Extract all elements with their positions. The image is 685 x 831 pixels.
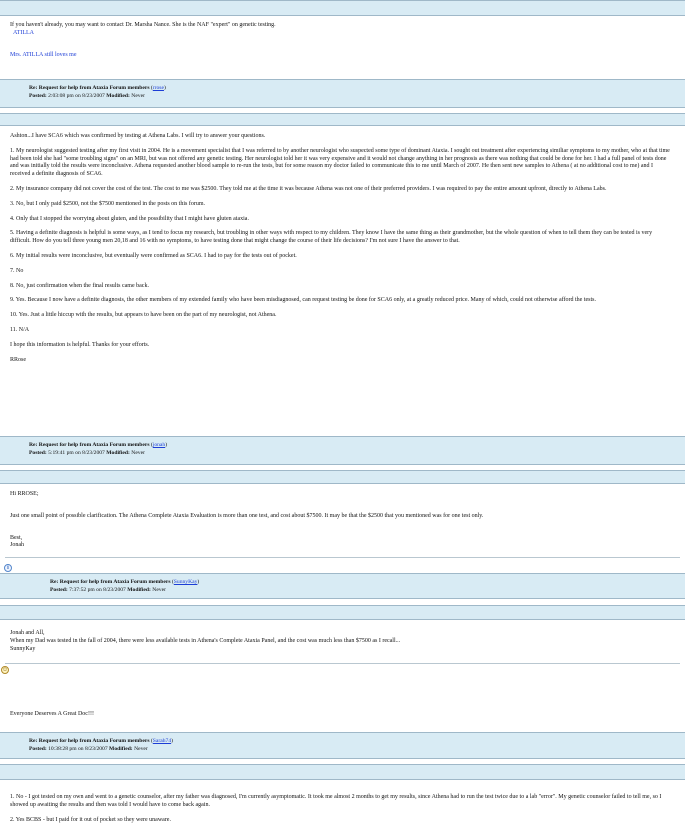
post-title: Re: Request for help from Ataxia Forum members bbox=[29, 738, 150, 744]
modified-value: Never bbox=[131, 92, 145, 99]
post-paragraph: 5. Having a definite diagnosis is helpful is some ways, as I tend to focus my research, but troubling in other ways with respect to my children. They know I have the same thing as their grandmother, but the whole question of when to tell them they can be tested is very difficult. How do you tell three young men 20,18 and 16 with no symptoms, to have testing done that might change the course of their life decisions? I'm not sure I have the answer to that. bbox=[10, 230, 653, 245]
posted-time: 7:37:52 pm on 8/23/2007 bbox=[69, 586, 126, 593]
post-body bbox=[10, 491, 674, 550]
post-paragraph: Ashton...I have SCA6 which was confirmed by testing at Athena Labs. I will try to answer your questions. bbox=[10, 133, 266, 139]
post-paragraph: 10. Yes. Just a little hiccup with the results, but appears to have been on the part of my neurologist, not Athena. bbox=[10, 312, 277, 319]
author-link[interactable]: rrose bbox=[152, 85, 164, 91]
posted-label: Posted: bbox=[29, 745, 47, 752]
post-header: Re: Request for help from Ataxia Forum members (Sarah74) Posted: 10:38:28 pm on 8/23/2007 Modified: Never bbox=[0, 732, 685, 759]
modified-value: Never bbox=[152, 586, 166, 593]
thread-top-strip bbox=[0, 0, 685, 16]
post-separator bbox=[5, 557, 680, 558]
post-title: Re: Request for help from Ataxia Forum members bbox=[50, 579, 171, 585]
post-closing: Best, bbox=[10, 534, 23, 541]
post-paragraph: Just one small point of possible clarification. The Athena Complete Ataxia Evaluation is more than one test, and cost about $7500. It may be that the $2500 that you mentioned was for one test only. bbox=[10, 512, 484, 519]
post-tagline bbox=[10, 711, 674, 719]
post-body bbox=[10, 630, 674, 653]
post-paragraph: 7. No bbox=[10, 267, 24, 274]
author-name: ATILLA bbox=[13, 29, 34, 36]
post-paragraph: 11. N/A bbox=[10, 326, 30, 333]
author-link[interactable]: SunnyKay bbox=[173, 579, 198, 585]
post-body bbox=[10, 22, 674, 59]
author-link[interactable]: Sarah74 bbox=[152, 738, 172, 744]
smiley-icon: ☺ bbox=[2, 667, 9, 673]
posted-label: Posted: bbox=[29, 92, 47, 99]
post-title: Re: Request for help from Ataxia Forum members bbox=[29, 85, 150, 91]
modified-value: Never bbox=[134, 745, 148, 752]
info-icon[interactable]: i bbox=[4, 564, 12, 572]
post-divider-strip bbox=[0, 764, 685, 780]
posted-time: 10:38:28 pm on 8/23/2007 bbox=[48, 745, 108, 752]
post-paragraph: 4. Only that I stopped the worrying about gluten, and the possibility that I might have gluten ataxia. bbox=[10, 215, 249, 222]
posted-time: 5:19:41 pm on 8/23/2007 bbox=[48, 449, 105, 456]
modified-label: Modified: bbox=[106, 92, 130, 99]
post-greeting: Jonah and All, bbox=[10, 630, 45, 636]
post-paragraph: 2. Yes BCBS - but I paid for it out of pocket so they were unaware. bbox=[10, 816, 171, 823]
post-signature: SunnyKay bbox=[10, 645, 36, 652]
modified-label: Modified: bbox=[109, 745, 133, 752]
post-body bbox=[10, 794, 674, 831]
post-title: Re: Request for help from Ataxia Forum members bbox=[29, 442, 150, 448]
post-paragraph: 1. No - I got tested on my own and went to a genetic counselor, after my father was diagnosed, I'm currently asymptomatic. It took me almost 2 months to get my results, since Athena had to run the test twice due to a lab "error". My genetic counselor failed to tell me, so I showed up awaiting the results and then was told I would have to come back again. bbox=[10, 794, 662, 808]
post-divider-strip bbox=[0, 605, 685, 620]
post-header: Re: Request for help from Ataxia Forum members (rrose) Posted: 2:03:08 pm on 8/23/2007 Modified: Never bbox=[0, 79, 685, 108]
tagline-text: Everyone Deserves A Great Doc!!! bbox=[10, 711, 94, 717]
post-header: Re: Request for help from Ataxia Forum members (jonah) Posted: 5:19:41 pm on 8/23/2007 Modified: Never bbox=[0, 436, 685, 465]
post-paragraph: 9. Yes. Because I now have a definite diagnosis, the other members of my extended family who have been misdiagnosed, can request testing be done for SCA6 only, at a greatly reduced price. Many of which, could not otherwise afford the tests. bbox=[10, 297, 597, 304]
signature: Mrs. ATILLA still loves me bbox=[10, 51, 77, 58]
post-text: If you haven't already, you may want to contact Dr. Marsha Nance. She is the NAF "expert" on genetic testing. bbox=[10, 22, 276, 28]
post-signature: RRose bbox=[10, 356, 27, 363]
post-paragraph: 2. My insurance company did not cover the cost of the test. The cost to me was $2500. They told me at the time it was because Athena was not one of their preferred providers. I was required to pay the entire amount upfront, directly to Athena Labs. bbox=[10, 185, 607, 192]
posted-label: Posted: bbox=[50, 586, 68, 593]
post-paragraph: 3. No, but I only paid $2500, not the $7500 mentioned in the posts on this forum. bbox=[10, 200, 205, 207]
post-paragraph: 8. No, just confirmation when the final results came back. bbox=[10, 282, 149, 289]
post-divider-strip bbox=[0, 470, 685, 484]
post-paragraph: 6. My initial results were inconclusive, but eventually were confirmed as SCA6. I had to pay for the tests out of pocket. bbox=[10, 252, 297, 259]
posted-time: 2:03:08 pm on 8/23/2007 bbox=[48, 92, 105, 99]
posted-label: Posted: bbox=[29, 449, 47, 456]
post-header: Re: Request for help from Ataxia Forum members (SunnyKay) Posted: 7:37:52 pm on 8/23/2007 Modified: Never bbox=[0, 573, 685, 599]
modified-label: Modified: bbox=[106, 449, 130, 456]
modified-label: Modified: bbox=[127, 586, 151, 593]
post-body bbox=[10, 133, 674, 371]
post-divider-strip bbox=[0, 113, 685, 126]
post-signature: Jonah bbox=[10, 542, 24, 549]
post-paragraph: When my Dad was tested in the fall of 2004, there were less available tests in Athena's Complete Ataxia Panel, and the cost was much less than $7500 as I recall... bbox=[10, 637, 401, 644]
post-separator bbox=[5, 663, 680, 664]
post-paragraph: 1. My neurologist suggested testing after my first visit in 2004. He is a movement specialist that I was referred to by another neurologist who suspected some type of dominant Ataxia. I sought out treatment after experiencing similiar symptoms to my mother, who at that time had been told she had "some troubling signs" on an MRI, but was not offered any genetic testing. Her neurologist told her it was very expensive and it would not change anything in her prognosis as there was nothing that could be done for her. I had a full panel of tests done and was initially told the results were inconclusive. Athena requested another blood sample to re-run the tests, but for some reason my doctor failed to communicate this to me until March of 2007. He then sent new samples to Athena ( at no additional cost to me) and I received a definite diagnosis of SCA6. bbox=[10, 147, 670, 178]
modified-value: Never bbox=[131, 449, 145, 456]
post-greeting: Hi RROSE; bbox=[10, 491, 39, 497]
post-paragraph: I hope this information is helpful. Thanks for your efforts. bbox=[10, 341, 150, 348]
author-link[interactable]: jonah bbox=[152, 442, 166, 448]
